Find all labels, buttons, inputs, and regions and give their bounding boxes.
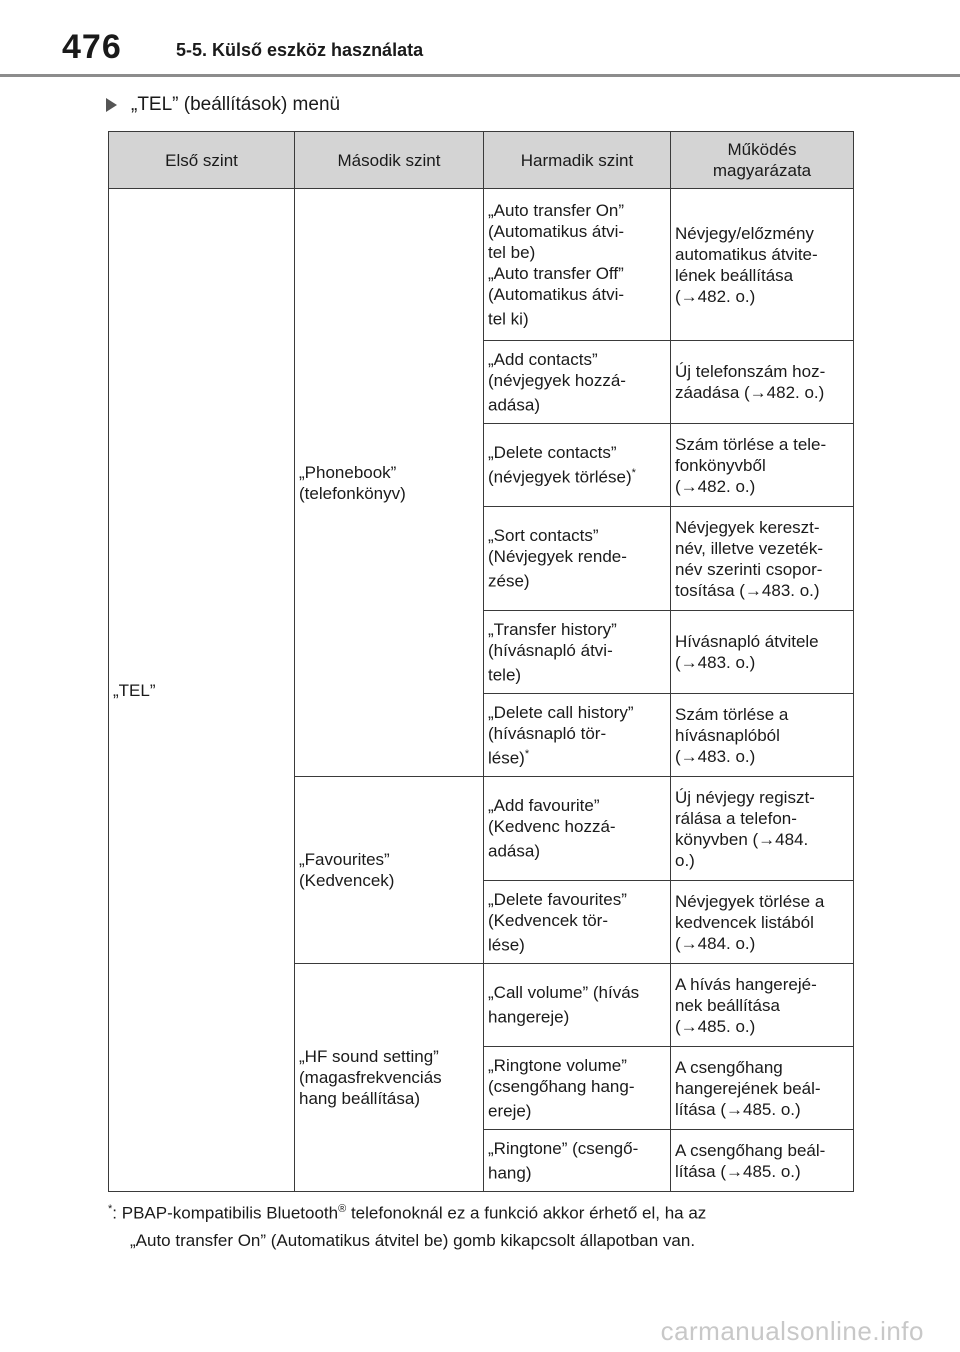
header-divider [0,74,960,77]
menu-heading [106,94,340,116]
level3-cell: „Delete contacts” (névjegyek törlése)* [484,424,671,507]
footnote-text-b: telefonoknál ez a funkció akkor érhető el, ha az [346,1203,707,1223]
section-title: 5-5. Külső eszköz használata [176,40,424,60]
footnote-marker: * [108,1203,113,1215]
level2-cell: „Favourites” (Kedvencek) [295,777,484,964]
arrow-right-icon [106,98,117,112]
page-number: 476 [62,28,122,66]
description-cell: Szám törlése a hívásnaplóból (→483. o.) [671,694,854,777]
table-header-row [109,132,854,189]
description-cell: A csengőhang hangerejének beál- lítása (→485. o.) [671,1047,854,1130]
level3-cell: „Ringtone” (csengő- hang) [484,1130,671,1192]
description-cell: Szám törlése a tele- fonkönyvből (→482. o.) [671,424,854,507]
level3-cell: „Auto transfer On” (Automatikus átvi- tel be) „Auto transfer Off” (Automatikus átvi- tel ki) [484,189,671,341]
menu-heading-text: „TEL” (beállítások) menü [131,94,341,115]
level3-cell: „Ringtone volume” (csengőhang hang- ereje) [484,1047,671,1130]
description-cell: Új névjegy regiszt- rálása a telefon- könyvben (→484. o.) [671,777,854,881]
page-header [0,0,960,78]
level1-cell: „TEL” [109,189,295,1192]
level2-cell: „HF sound setting” (magasfrekvenciás hang beállítása) [295,964,484,1192]
description-cell: A hívás hangerejé- nek beállítása (→485. o.) [671,964,854,1047]
registered-mark: ® [338,1203,347,1215]
level3-cell: „Add favourite” (Kedvenc hozzá- adása) [484,777,671,881]
level2-cell: „Phonebook” (telefonkönyv) [295,189,484,777]
level3-cell: „Delete call history” (hívásnapló tör- lése)* [484,694,671,777]
description-cell: Névjegyek kereszt- név, illetve vezeték- név szerinti csopor- tosítása (→483. o.) [671,507,854,611]
watermark: carmanualsonline.info [660,1316,924,1346]
settings-menu-table [108,131,854,1192]
footnote [108,1196,868,1254]
column-header-description: Működés magyarázata [671,132,854,189]
level3-cell: „Call volume” (hívás hangereje) [484,964,671,1047]
description-cell: Hívásnapló átvitele (→483. o.) [671,611,854,694]
column-header-level2: Második szint [295,132,484,189]
footnote-text-line2: „Auto transfer On” (Automatikus átvitel be) gomb kikapcsolt állapotban van. [130,1230,696,1250]
description-cell: A csengőhang beál- lítása (→485. o.) [671,1130,854,1192]
table-row [109,189,854,341]
footnote-text-a: : PBAP-kompatibilis Bluetooth [112,1203,339,1223]
level3-cell: „Add contacts” (névjegyek hozzá- adása) [484,341,671,424]
column-header-level1: Első szint [109,132,295,189]
level3-cell: „Sort contacts” (Névjegyek rende- zése) [484,507,671,611]
level3-cell: „Transfer history” (hívásnapló átvi- tele) [484,611,671,694]
level3-cell: „Delete favourites” (Kedvencek tör- lése) [484,881,671,964]
description-cell: Új telefonszám hoz- záadása (→482. o.) [671,341,854,424]
description-cell: Névjegy/előzmény automatikus átvite- lének beállítása (→482. o.) [671,189,854,341]
column-header-level3: Harmadik szint [484,132,671,189]
description-cell: Névjegyek törlése a kedvencek listából (→484. o.) [671,881,854,964]
